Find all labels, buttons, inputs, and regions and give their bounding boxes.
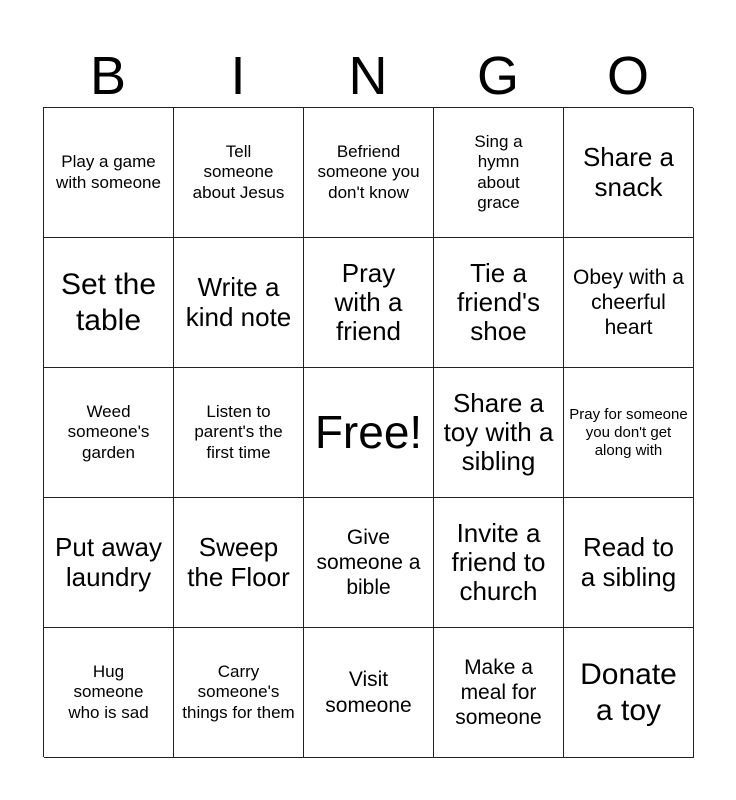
cell-text: Give someone a bible <box>316 525 421 600</box>
header-letter-g: G <box>476 46 519 106</box>
bingo-cell[interactable] <box>434 628 564 758</box>
cell-text: Write a kind note <box>185 272 292 332</box>
header-letter-o: O <box>606 46 649 106</box>
bingo-cell[interactable] <box>304 498 434 628</box>
bingo-cell[interactable] <box>174 108 304 238</box>
cell-text: Make a meal for someone <box>455 655 542 730</box>
cell-text: Share a toy with a sibling <box>443 387 554 477</box>
header-letter-i: I <box>230 46 246 106</box>
cell-text: Invite a friend to church <box>451 517 546 607</box>
cell-text: Obey with a cheerful heart <box>573 265 684 340</box>
bingo-cell[interactable] <box>174 628 304 758</box>
bingo-cell[interactable] <box>564 368 694 498</box>
bingo-cell[interactable] <box>434 108 564 238</box>
cell-text: Share a snack <box>582 142 675 202</box>
bingo-cell[interactable] <box>434 238 564 368</box>
cell-text: Set the table <box>60 267 157 337</box>
bingo-cell[interactable] <box>564 238 694 368</box>
cell-text: Play a game with someone <box>56 152 161 192</box>
bingo-cell[interactable] <box>564 628 694 758</box>
bingo-cell[interactable] <box>174 238 304 368</box>
bingo-cell[interactable] <box>564 498 694 628</box>
bingo-cell[interactable] <box>174 368 304 498</box>
bingo-header <box>43 44 693 108</box>
free-space-text: Free! <box>314 405 423 458</box>
bingo-cell[interactable] <box>304 108 434 238</box>
bingo-card-grid <box>43 107 693 757</box>
cell-text: Befriend someone you don't know <box>317 141 420 202</box>
bingo-cell free-space[interactable] <box>304 368 434 498</box>
cell-text: Listen to parent's the first time <box>194 401 283 462</box>
cell-text: Hug someone who is sad <box>68 661 149 722</box>
cell-text: Weed someone's garden <box>67 401 150 462</box>
bingo-cell[interactable] <box>44 238 174 368</box>
bingo-cell[interactable] <box>44 368 174 498</box>
bingo-cell[interactable] <box>44 108 174 238</box>
header-letter-n: N <box>348 46 388 106</box>
bingo-cell[interactable] <box>304 628 434 758</box>
bingo-cell[interactable] <box>44 628 174 758</box>
bingo-cell[interactable] <box>434 368 564 498</box>
bingo-cell[interactable] <box>44 498 174 628</box>
cell-text: Tie a friend's shoe <box>456 257 540 347</box>
bingo-cell[interactable] <box>304 238 434 368</box>
cell-text: Tell someone about Jesus <box>192 141 285 202</box>
bingo-cell[interactable] <box>564 108 694 238</box>
cell-text: Sing a hymn about grace <box>474 131 523 212</box>
cell-text: Donate a toy <box>580 657 677 727</box>
cell-text: Carry someone's things for them <box>182 661 295 722</box>
cell-text: Pray for someone you don't get along with <box>569 405 688 459</box>
bingo-cell[interactable] <box>174 498 304 628</box>
cell-text: Visit someone <box>325 668 412 717</box>
cell-text: Pray with a friend <box>334 257 403 347</box>
cell-text: Read to a sibling <box>580 532 677 592</box>
cell-text: Put away laundry <box>55 532 162 592</box>
cell-text: Sweep the Floor <box>187 532 290 592</box>
bingo-cell[interactable] <box>434 498 564 628</box>
header-letter-b: B <box>89 46 127 106</box>
